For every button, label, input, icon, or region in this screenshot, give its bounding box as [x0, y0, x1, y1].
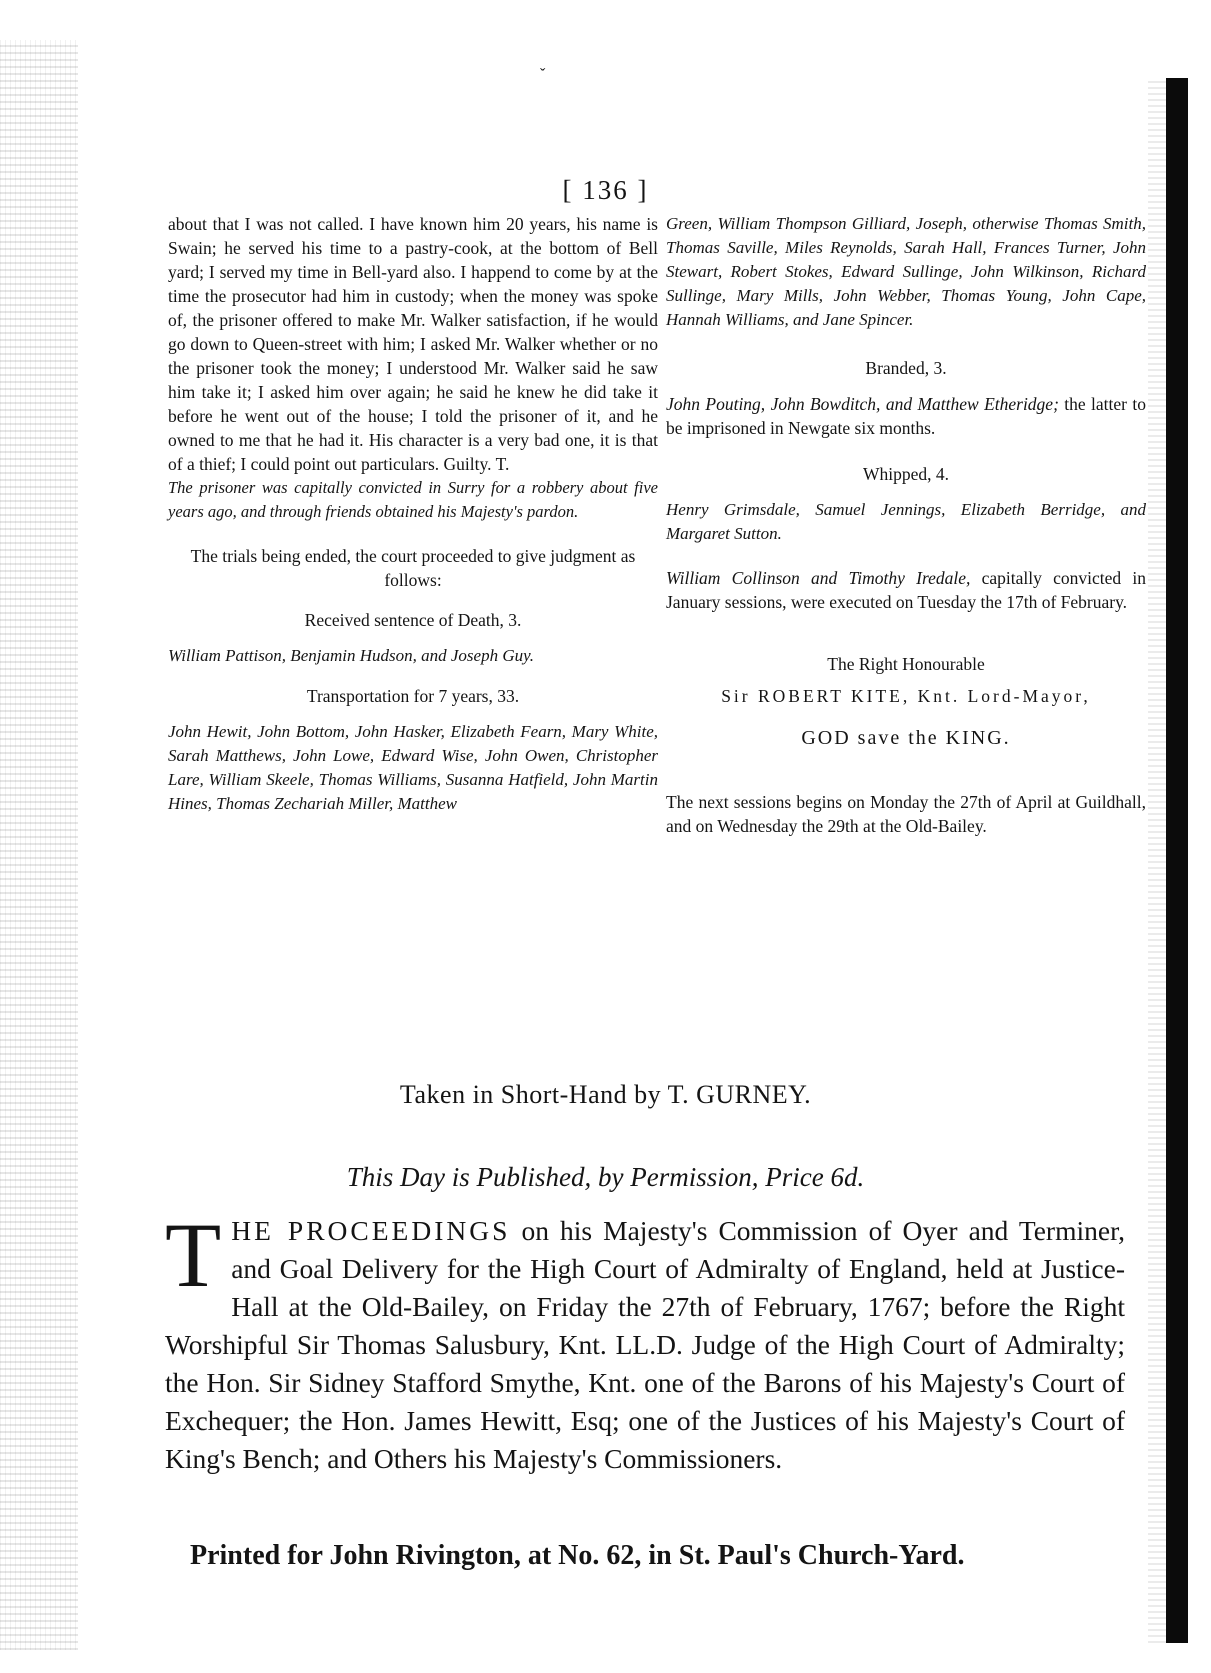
prisoner-note: The prisoner was capitally convicted in Surry for a robbery about five years ago, and through friends obtained his Majesty's pardon.: [168, 478, 658, 521]
advert-body-rest: on his Majesty's Commission of Oyer and Terminer, and Goal Delivery for the High Court of Admiralty of England, held at Justice-Hall at the Old-Bailey, on Friday the 27th of February, 1767; before the Right Worshipful Sir Thomas Salusbury, Knt. LL.D. Judge of the High Court of Admiralty; the Hon. Sir Sidney Stafford Smythe, Knt. one of the Barons of his Majesty's Court of Exchequer; the Hon. James Hewitt, Esq; one of the Justices of his Majesty's Court of King's Bench; and Others his Majesty's Commissioners.: [165, 1215, 1126, 1474]
drop-cap: T: [165, 1204, 222, 1306]
death-heading: Received sentence of Death, 3.: [304, 610, 522, 630]
next-sessions: The next sessions begins on Monday the 27th of April at Guildhall, and on Wednesday the 29th at the Old-Bailey.: [666, 792, 1146, 836]
shorthand-credit: Taken in Short-Hand by T. GURNEY.: [399, 1080, 812, 1109]
transport-names: John Hewit, John Bottom, John Hasker, Elizabeth Fearn, Mary White, Sarah Matthews, John Lowe, Edward Wise, John Owen, Christopher Lare, William Skeele, Thomas Williams, Susanna Hatfield, John Martin Hines, Thomas Zechariah Miller, Matthew: [168, 722, 658, 813]
executed-names: William Collinson and Timothy Iredale,: [666, 568, 971, 588]
death-names: William Pattison, Benjamin Hudson, and Joseph Guy.: [168, 646, 534, 665]
executed-text: capitally convicted in January sessions, were executed on Tuesday the 17th of February.: [666, 568, 1146, 612]
branded-paragraph: [666, 392, 1146, 440]
left-column: [168, 212, 658, 816]
page-number: [ 136 ]: [562, 175, 649, 205]
scan-edge-left: [0, 40, 78, 1650]
trials-ended-text: The trials being ended, the court proceeded to give judgment as follows:: [190, 546, 636, 590]
right-honourable: The Right Honourable: [827, 654, 985, 674]
scan-edge-haze: [1148, 78, 1166, 1643]
god-save-the-king: GOD save the KING.: [801, 727, 1011, 749]
executed-paragraph: [666, 566, 1146, 614]
branded-note: the latter to be imprisoned in Newgate six months.: [666, 394, 1146, 438]
scan-edge-right: [1166, 78, 1188, 1643]
branded-heading: Branded, 3.: [865, 358, 947, 378]
whipped-heading: Whipped, 4.: [862, 464, 950, 484]
stray-mark: ˇ: [540, 66, 546, 83]
whipped-names: Henry Grimsdale, Samuel Jennings, Elizabeth Berridge, and Margaret Sutton.: [666, 500, 1146, 543]
advert-body: [165, 1204, 1126, 1478]
lord-mayor: Sir ROBERT KITE, Knt. Lord-Mayor,: [721, 686, 1091, 706]
advert-body-start: HE PROCEEDINGS: [231, 1215, 511, 1246]
advert-heading: This Day is Published, by Permission, Price 6d.: [346, 1162, 865, 1192]
printer-imprint: Printed for John Rivington, at No. 62, in St. Paul's Church-Yard.: [190, 1540, 965, 1571]
transport-names-continued: Green, William Thompson Gilliard, Joseph, otherwise Thomas Smith, Thomas Saville, Miles Reynolds, Sarah Hall, Frances Turner, John Stewart, Robert Stokes, Edward Sullinge, John Wilkinson, Richard Sullinge, Mary Mills, John Webber, Thomas Young, John Cape, Hannah Williams, and Jane Spincer.: [666, 214, 1146, 329]
branded-names: John Pouting, John Bowditch, and Matthew Etheridge;: [666, 394, 1059, 414]
right-column: [666, 212, 1146, 838]
testimony-text: about that I was not called. I have known him 20 years, his name is Swain; he served his time to a pastry-cook, at the bottom of Bell yard; I served my time in Bell-yard also. I happend to come by at the time the prosecutor had him in custody; when the money was spoke of, the prisoner offered to make Mr. Walker satisfaction, if he would go down to Queen-street with him; I asked Mr. Walker whether or no the prisoner took the money; I understood Mr. Walker said he saw him take it; I asked him over again; he said he knew he did take it before he went out of the house; I told the prisoner of it, and he owned to me that he had it. His character is a very bad one, it is that of a thief; I could point out particulars. Guilty. T.: [168, 214, 658, 474]
transport-heading: Transportation for 7 years, 33.: [306, 686, 520, 706]
